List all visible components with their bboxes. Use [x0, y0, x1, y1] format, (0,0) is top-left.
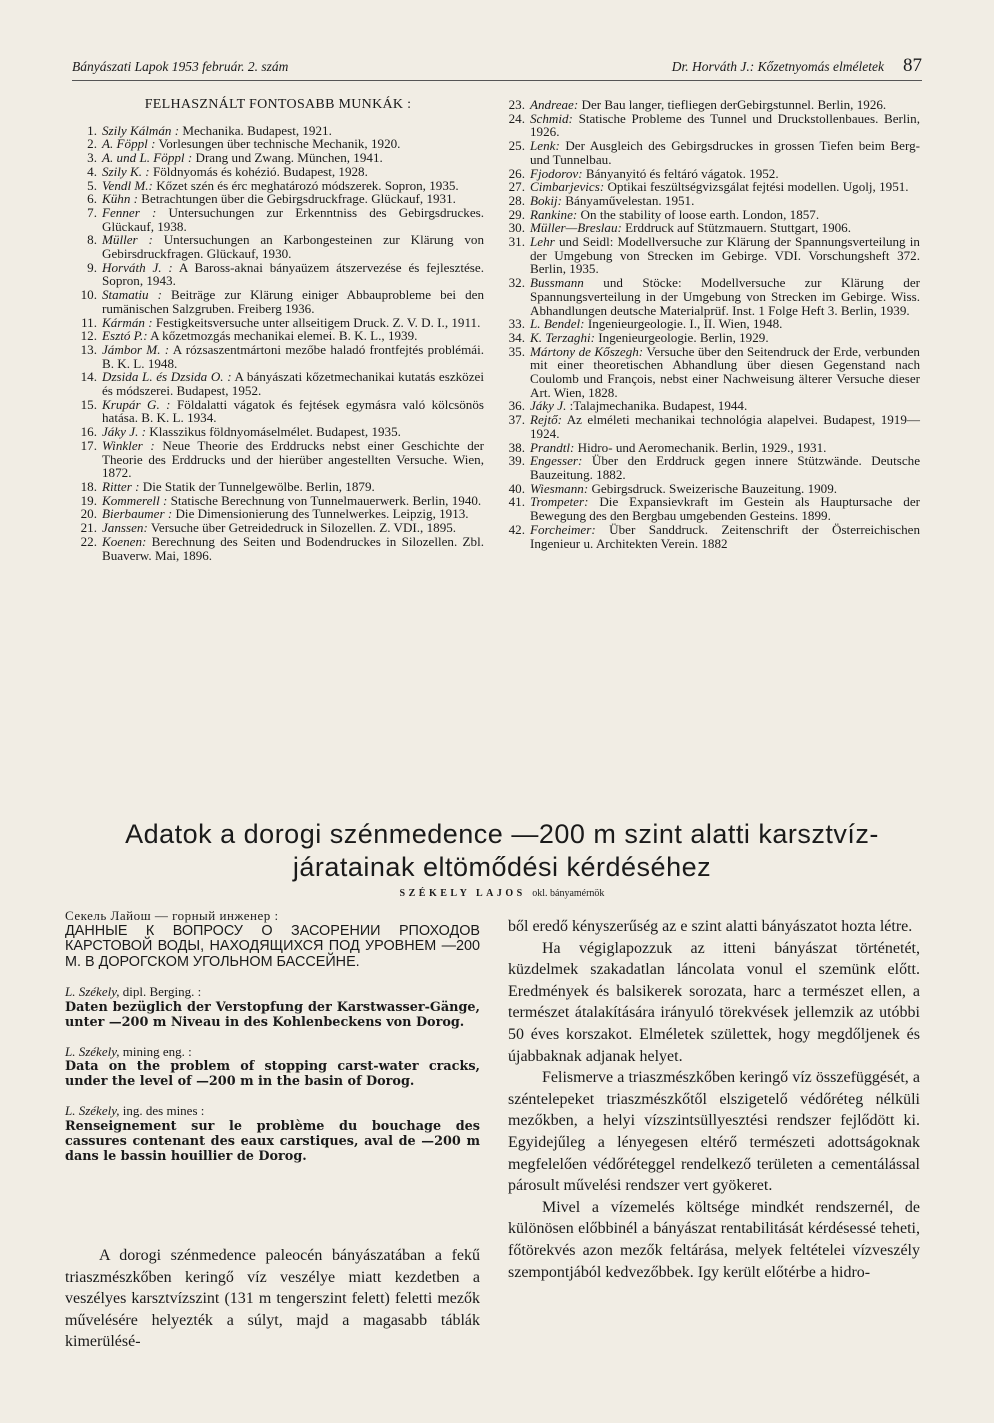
reference-author: Krupár G. : [102, 396, 171, 412]
body-paragraph: ből eredő kényszerűség az e szint alatti bányászatot hozta létre. [508, 918, 913, 935]
abstract-german-author: L. Székely, [65, 984, 120, 999]
reference-body [530, 194, 920, 208]
reference-author: Szily K. : [102, 163, 150, 179]
reference-number: 17. [80, 437, 97, 453]
reference-number: 36. [508, 398, 525, 414]
reference-item [72, 494, 484, 508]
reference-number: 18. [80, 478, 97, 494]
reference-body [530, 208, 920, 222]
reference-text: Mechanika. Budapest, 1921. [182, 122, 332, 138]
reference-number: 41. [508, 494, 525, 510]
reference-text: Klasszikus földnyomáselmélet. Budapest, 1935. [149, 424, 401, 440]
reference-text: und Seidl: Modellversuche zur Klärung der Spannungsverteilung in der Umgebung von Strecken im Gebirge. VDI. Vorschungsheft 372. Berlin, 1935. [530, 234, 920, 277]
reference-text: Bányaművelestan. 1951. [565, 192, 695, 208]
reference-item [500, 208, 920, 222]
reference-author: Mártony de Kőszegh: [530, 343, 644, 359]
reference-number: 14. [80, 369, 97, 385]
reference-author: Bierbaumer : [102, 506, 173, 522]
reference-author: A. und L. Föppl : [102, 150, 193, 166]
reference-body [530, 413, 920, 440]
reference-body [530, 167, 920, 181]
reference-number: 31. [508, 234, 525, 250]
reference-item [500, 235, 920, 276]
reference-text: Kőzet szén és érc meghatározó módszerek. Sopron, 1935. [156, 177, 459, 193]
abstract-french [65, 1103, 480, 1164]
body-paragraph: A dorogi szénmedence paleocén bányászatában a fekű triaszmészkőben keringő víz veszélye miatt kezdetben a veszélyes karsztvízszint (131 m tengerszint felett) feletti mezők művelésére helyezték a súlyt, majd a magasabb táblák kimerülésé- [65, 1247, 480, 1351]
reference-number: 30. [508, 220, 525, 236]
reference-text: Statische Berechnung von Tunnelmauerwerk. Berlin, 1940. [170, 492, 482, 508]
reference-text: Az elméleti mechanikai technológia alapelvei. Budapest, 1919—1924. [530, 412, 920, 441]
abstract-german-text: Daten bezüglich der Verstopfung der Karstwasser-Gänge, unter —200 m Niveau in des Kohlenbeckens von Dorog. [65, 999, 480, 1030]
reference-item [72, 507, 484, 521]
reference-text: Festigkeitsversuche unter allseitigem Druck. Z. V. D. I., 1911. [155, 314, 481, 330]
reference-text: :Talajmechanika. Budapest, 1944. [569, 398, 748, 414]
reference-author: Forcheimer: [530, 521, 596, 537]
reference-item [72, 233, 484, 260]
reference-item [500, 98, 920, 112]
reference-item [500, 167, 920, 181]
body-paragraph: Ha végiglapozzuk az itteni bányászat történetét, küzdelmek szakadatlan láncolata vonul el szemünk előtt. Eredmények és balsikerek sorozata, harc a természet ellen, a természet átalakítására irányuló törekvések jellemzik az utóbbi 50 éves korszakot. Elméletek születtek, hogy megdőljenek és újabbaknak adjanak helyet. [508, 939, 920, 1065]
reference-body [102, 206, 484, 233]
reference-body [102, 343, 484, 370]
reference-body [102, 316, 484, 330]
reference-body [102, 165, 484, 179]
reference-text: Versuche über den Seitendruck der Erde, verbunden mit einer theoretischen Abhandlung über diesen Gegenstand nach Coulomb und François, nebst einer Nachweisung älterer Versuche dieser Art. Wien, 1828. [530, 343, 920, 400]
reference-number: 27. [508, 179, 525, 195]
reference-body [102, 425, 484, 439]
body-text-right-column [508, 916, 920, 1283]
reference-number: 35. [508, 343, 525, 359]
reference-item [72, 370, 484, 397]
author-name: SZÉKELY LAJOS [399, 888, 526, 899]
reference-number: 29. [508, 206, 525, 222]
reference-number: 24. [508, 110, 525, 126]
reference-item [500, 276, 920, 317]
reference-body [102, 233, 484, 260]
reference-number: 42. [508, 521, 525, 537]
reference-text: Ingenieurgeologie. Berlin, 1929. [598, 329, 769, 345]
body-paragraph: Mivel a vízemelés költsége mindkét rendszernél, de különösen előbbinél a bányászat rentabilitását kérdésessé teheti, főtörekvés azon mezők feltárása, melyek feltételei vízveszély szempontjából kedvezőbbek. Igy került előtérbe a hidro- [508, 1198, 920, 1281]
reference-item [72, 165, 484, 179]
author-role: okl. bányamérnök [532, 888, 605, 899]
abstract-french-role: ing. des mines : [122, 1103, 205, 1118]
reference-item [72, 124, 484, 138]
reference-author: Bussmann [530, 275, 584, 291]
reference-body [102, 480, 484, 494]
reference-number: 1. [87, 122, 97, 138]
reference-text: Ingenieurgeologie. I., II. Wien, 1948. [587, 316, 783, 332]
reference-author: Kommerell : [102, 492, 168, 508]
reference-body [530, 139, 920, 166]
article-title-line-2: járatainak eltömődési kérdéséhez [292, 852, 712, 882]
reference-text: Der Bau langer, tiefliegen derGebirgstunnel. Berlin, 1926. [581, 97, 887, 112]
abstract-french-text: Renseignement sur le problème du bouchage des cassures contenant des eaux carstiques, aval de —200 m dans le bassin houillier de Dorog. [65, 1118, 480, 1164]
reference-item [72, 343, 484, 370]
abstract-russian-text: ДАННЫЕ К ВОПРОСУ О ЗАСОРЕНИИ РПОХОДОВ КАРСТОВОЙ ВОДЫ, НАХОДЯЩИХСЯ ПОД УРОВНЕМ —200 М. В ДОРОГСКОМ УГОЛЬНОМ БАССЕЙНЕ. [65, 922, 480, 970]
reference-item [500, 317, 920, 331]
reference-text: Erddruck auf Stützmauern. Stuttgart, 1906. [625, 220, 851, 236]
reference-author: Engesser: [530, 453, 583, 469]
reference-text: Der Ausgleich des Gebirgsdruckes in grossen Tiefen beim Berg- und Tunnelbau. [530, 138, 920, 167]
reference-text: Beiträge zur Klärung einiger Abbauprobleme bei den rumänischen Salzgruben. Freiberg 1936. [102, 287, 484, 316]
reference-number: 15. [80, 396, 97, 412]
reference-item [500, 194, 920, 208]
reference-author: Jámbor M. : [102, 341, 170, 357]
reference-item [500, 495, 920, 522]
reference-body [530, 98, 920, 112]
reference-number: 33. [508, 316, 525, 332]
reference-text: Untersuchungen an Karbongesteinen zur Klärung von Gebirsdruckfragen. Glückauf, 1930. [102, 232, 484, 262]
reference-item [72, 179, 484, 193]
reference-number: 11. [81, 314, 97, 330]
reference-author: Schmid: [530, 110, 573, 126]
abstract-english-text: Data on the problem of stopping carst-water cracks, under the level of —200 m in the basin of Dorog. [65, 1059, 480, 1089]
reference-number: 3. [87, 150, 97, 166]
abstract-german-role: dipl. Berging. : [122, 984, 202, 999]
reference-body [102, 179, 484, 193]
reference-body [102, 507, 484, 521]
reference-text: On the stability of loose earth. London, 1857. [580, 206, 820, 222]
abstract-russian [65, 908, 480, 970]
reference-number: 38. [508, 439, 525, 455]
body-paragraph: Felismerve a triaszmészkőben keringő víz összefüggését, a széntelepeket triaszmészkőtől elszigetelő védőréteg nélküli mezőkben, a helyi vízszintsüllyesztési rendszer fejlődött ki. Egyidejűleg a lényegesen eltérő természeti adottságoknak megfelelően védőréteggel rendelkező területen a cementálással párosult művelési rendszer vert gyökeret. [508, 1069, 920, 1195]
reference-text: Vorlesungen über technische Mechanik, 1920. [158, 136, 401, 152]
reference-item [500, 221, 920, 235]
reference-number: 8. [87, 232, 97, 248]
reference-text: A bányászati kőzetmechanikai kutatás eszközei és módszerei. Budapest, 1952. [102, 369, 484, 399]
abstract-english-role: mining eng. : [122, 1043, 192, 1059]
reference-body [530, 495, 920, 522]
reference-author: Ritter : [102, 478, 140, 494]
reference-body [530, 482, 920, 496]
reference-number: 16. [80, 424, 97, 440]
reference-author: Dzsida L. és Dzsida O. : [102, 369, 232, 385]
reference-item [72, 439, 484, 480]
reference-number: 40. [508, 480, 525, 496]
reference-item [72, 535, 484, 562]
reference-text: Gebirgsdruck. Sweizerische Bauzeitung. 1909. [591, 480, 838, 496]
reference-body [530, 180, 920, 194]
reference-text: Földalatti vágatok és fejtések egymásra való kölcsönös hatása. B. K. L. 1934. [102, 396, 484, 426]
reference-body [102, 192, 484, 206]
reference-author: Prandtl: [530, 439, 575, 455]
reference-author: Jáky J. [530, 398, 567, 414]
reference-author: Stamatiu : [102, 287, 162, 303]
reference-item [500, 454, 920, 481]
reference-number: 23. [508, 97, 525, 112]
reference-text: Über Sanddruck. Zeitenschrift der Österreichischen Ingenieur u. Architekten Verein. 1882 [530, 521, 920, 551]
reference-author: Winkler : [102, 437, 155, 453]
reference-text: und Stöcke: Modellversuche zur Klärung der Spannungsverteilung in der Umgebung von Strecken im Gebirge. Wiss. Abhandlungen deutsche Materialprüf. Inst. 1 Folge Heft 3. Berlin, 1939. [530, 275, 920, 318]
reference-number: 4. [87, 163, 97, 179]
reference-body [102, 370, 484, 397]
article-title-line-1: Adatok a dorogi szénmedence —200 m szint alatti karsztvíz- [125, 819, 879, 849]
reference-author: Andreae: [530, 97, 579, 112]
reference-text: Versuche über Getreidedruck in Silozellen. Z. VDI., 1895. [150, 520, 457, 536]
reference-body [102, 124, 484, 138]
reference-item [72, 480, 484, 494]
reference-item [500, 523, 920, 550]
reference-author: Fjodorov: [530, 165, 583, 181]
reference-text: Hidro- und Aeromechanik. Berlin, 1929., 1931. [577, 439, 827, 455]
reference-author: Horváth J. : [102, 259, 173, 275]
reference-item [72, 521, 484, 535]
journal-issue-label: Bányászati Lapok 1953 február. 2. szám [72, 59, 289, 74]
body-text-left-column [65, 1245, 480, 1353]
running-header [72, 56, 922, 81]
reference-author: Esztó P.: [102, 328, 148, 344]
reference-author: Trompeter: [530, 494, 589, 510]
reference-item [72, 137, 484, 151]
reference-number: 26. [508, 165, 525, 181]
reference-text: A Baross-aknai bányaüzem átszervezése és fejlesztése. Sopron, 1943. [102, 259, 484, 289]
reference-body [102, 151, 484, 165]
reference-item [500, 413, 920, 440]
reference-author: Jáky J. : [102, 424, 146, 440]
reference-body [530, 276, 920, 317]
references-left-column [72, 98, 484, 562]
reference-text: Betrachtungen über die Gebirgsdruckfrage. Glückauf, 1931. [141, 191, 456, 207]
reference-number: 19. [80, 492, 97, 508]
reference-body [102, 261, 484, 288]
reference-text: Neue Theorie des Erddrucks nebst einer Geschichte der Theorie des Erddrucks und der hierüber angestellten Versuche. Wien, 1872. [102, 437, 484, 481]
reference-number: 39. [508, 453, 525, 469]
byline [82, 888, 922, 899]
reference-body [102, 398, 484, 425]
reference-item [500, 345, 920, 400]
reference-author: Cimbarjevics: [530, 179, 605, 195]
reference-author: A. Föppl : [102, 136, 156, 152]
reference-text: Die Expansievkraft im Gestein als Hauptursache der Bewegung des den Bergbau umgebenden Gesteins. 1899. [530, 494, 920, 524]
abstract-german [65, 984, 480, 1030]
reference-text: Drang und Zwang. München, 1941. [195, 150, 383, 166]
reference-number: 37. [508, 412, 525, 428]
reference-number: 22. [80, 533, 97, 549]
reference-number: 32. [508, 275, 525, 291]
reference-text: Die Statik der Tunnelgewölbe. Berlin, 1879. [142, 478, 375, 494]
reference-text: Über den Erddruck gegen innere Stützwände. Deutsche Bauzeitung. 1882. [530, 453, 921, 482]
reference-author: Janssen: [102, 520, 148, 536]
reference-number: 13. [80, 341, 97, 357]
reference-body [530, 317, 920, 331]
reference-body [102, 439, 484, 480]
reference-body [102, 329, 484, 343]
reference-text: Berechnung des Seiten und Bodendruckes in Silozellen. Zbl. Buaverw. Mai, 1896. [102, 533, 484, 563]
reference-number: 12. [80, 328, 97, 344]
reference-item [72, 151, 484, 165]
reference-body [530, 331, 920, 345]
reference-author: K. Terzaghi: [530, 329, 596, 345]
reference-item [500, 180, 920, 194]
reference-item [500, 399, 920, 413]
reference-text: A kőzetmozgás mechanikai elemei. B. K. L., 1939. [150, 328, 418, 344]
reference-number: 34. [508, 329, 525, 345]
reference-number: 9. [87, 259, 97, 275]
abstract-english [65, 1044, 480, 1090]
reference-author: Koenen: [102, 533, 147, 549]
reference-number: 7. [87, 204, 97, 220]
reference-body [530, 112, 920, 139]
reference-body [530, 454, 920, 481]
reference-number: 20. [80, 506, 97, 522]
reference-author: Kármán : [102, 314, 153, 330]
reference-text: Földnyomás és kohézió. Budapest, 1928. [152, 163, 368, 179]
abstract-english-author: L. Székely, [65, 1043, 120, 1059]
reference-text: Optikai feszültségvizsgálat fejtési modellen. Ugolj, 1951. [607, 179, 909, 195]
reference-author: Fenner : [102, 204, 157, 220]
reference-item [72, 398, 484, 425]
reference-author: Wiesmann: [530, 480, 589, 496]
reference-number: 28. [508, 192, 525, 208]
reference-author: Müller—Breslau: [530, 220, 622, 236]
reference-number: 6. [87, 191, 97, 207]
reference-item [72, 261, 484, 288]
reference-item [72, 288, 484, 315]
reference-item [500, 482, 920, 496]
reference-body [530, 523, 920, 550]
reference-author: Müller : [102, 232, 153, 248]
reference-number: 5. [87, 177, 97, 193]
reference-body [530, 345, 920, 400]
reference-text: Die Dimensionierung des Tunnelwerkes. Leipzig, 1913. [175, 506, 469, 522]
reference-number: 21. [80, 520, 97, 536]
references-right-column [500, 98, 920, 550]
reference-author: Rejtő: [530, 412, 562, 428]
reference-item [72, 192, 484, 206]
reference-body [102, 535, 484, 562]
reference-body [530, 235, 920, 276]
reference-body [530, 221, 920, 235]
reference-item [72, 206, 484, 233]
reference-text: A rózsaszentmártoni mezőbe haladó frontfejtés problémái. B. K. L. 1948. [102, 341, 484, 371]
reference-number: 25. [508, 138, 525, 154]
multilingual-abstracts [65, 908, 480, 1178]
reference-body [102, 521, 484, 535]
reference-text: Bányanyitó és feltáró vágatok. 1952. [585, 165, 779, 181]
reference-author: Vendl M.: [102, 177, 153, 193]
article-title [82, 818, 922, 884]
reference-body [102, 494, 484, 508]
reference-body [530, 441, 920, 455]
reference-number: 10. [80, 287, 97, 303]
abstract-russian-author: Секель Лайош — горный инженер : [65, 908, 279, 923]
page-number: 87 [903, 55, 922, 76]
reference-author: Bokij: [530, 192, 562, 208]
reference-item [500, 331, 920, 345]
reference-item [500, 139, 920, 166]
reference-body [102, 137, 484, 151]
reference-author: Kühn : [102, 191, 139, 207]
reference-body [530, 399, 920, 413]
reference-author: Szily Kálmán : [102, 122, 180, 138]
reference-text: Statische Probleme des Tunnel und Druckstollenbaues. Berlin, 1926. [530, 110, 920, 140]
reference-item [500, 441, 920, 455]
reference-number: 2. [87, 136, 97, 152]
reference-author: Rankine: [530, 206, 578, 222]
reference-item [72, 316, 484, 330]
references-heading: FELHASZNÁLT FONTOSABB MUNKÁK : [144, 97, 412, 112]
reference-item [72, 425, 484, 439]
reference-author: Lehr [530, 234, 555, 250]
reference-author: Lenk: [530, 138, 560, 154]
reference-author: L. Bendel: [530, 316, 585, 332]
reference-text: Untersuchungen zur Erkenntniss des Gebirgsdruckes. Glückauf, 1938. [102, 204, 484, 234]
article-running-title: Dr. Horváth J.: Kőzetnyomás elméletek [671, 59, 884, 74]
abstract-french-author: L. Székely, [65, 1103, 120, 1118]
reference-item [72, 329, 484, 343]
reference-item [500, 112, 920, 139]
reference-body [102, 288, 484, 315]
